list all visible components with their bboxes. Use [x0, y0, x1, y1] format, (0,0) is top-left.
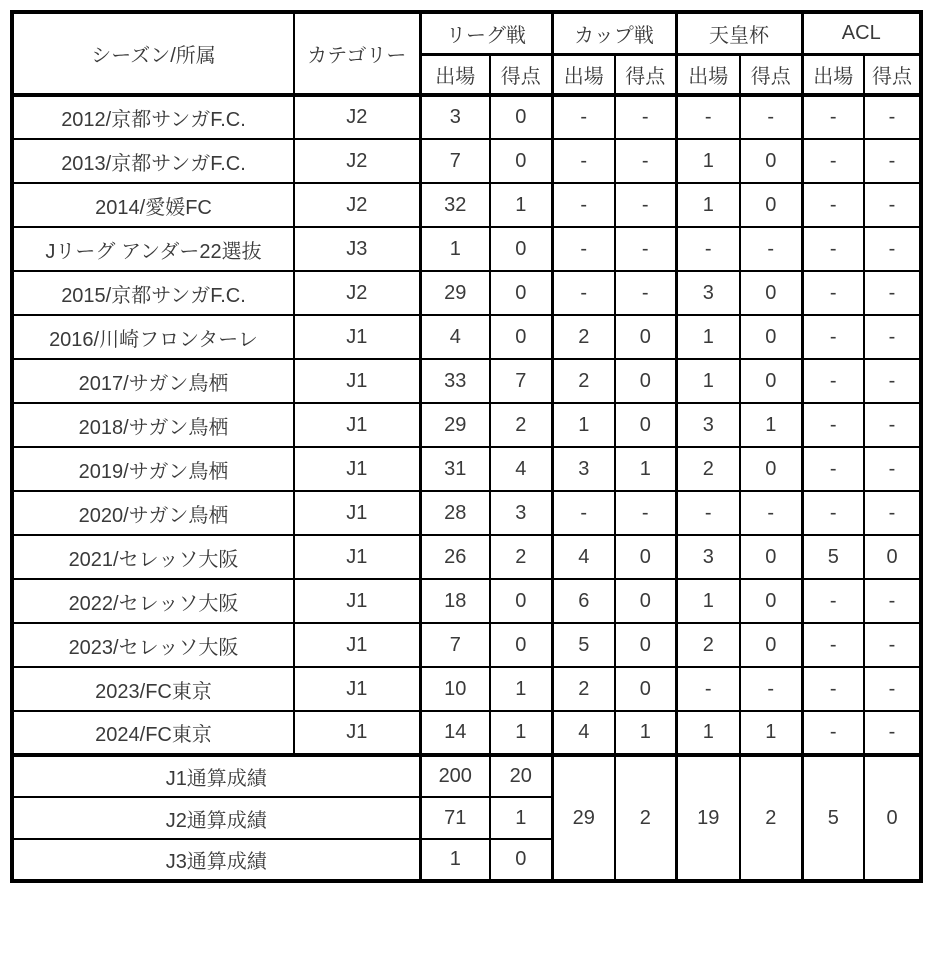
stat-cell: 1 [420, 227, 490, 271]
stat-cell: 0 [490, 95, 552, 139]
table-header [12, 12, 921, 95]
stat-cell: - [552, 95, 615, 139]
stat-cell: - [802, 579, 864, 623]
stat-cell: 4 [552, 711, 615, 755]
stat-cell: - [864, 667, 921, 711]
season-club-cell: 2016/川崎フロンターレ [12, 315, 294, 359]
stat-cell: 1 [615, 447, 676, 491]
season-row [12, 271, 921, 315]
stat-cell: 7 [420, 139, 490, 183]
stat-cell: 0 [740, 623, 802, 667]
stat-cell: 3 [676, 535, 740, 579]
stat-cell: - [802, 667, 864, 711]
stat-cell: 6 [552, 579, 615, 623]
stat-cell: - [740, 667, 802, 711]
table-body [12, 95, 921, 755]
stat-cell: - [864, 491, 921, 535]
season-row [12, 139, 921, 183]
category-cell: J1 [294, 579, 420, 623]
category-cell: J1 [294, 667, 420, 711]
total-league-apps: 200 [420, 755, 490, 797]
stat-cell: 0 [490, 315, 552, 359]
stat-cell: 33 [420, 359, 490, 403]
season-row [12, 623, 921, 667]
cup-apps-header: 出場 [552, 54, 615, 95]
stat-cell: 0 [490, 579, 552, 623]
stat-cell: 1 [676, 711, 740, 755]
stat-cell: 0 [864, 535, 921, 579]
total-acl-apps: 5 [802, 755, 864, 881]
total-emperors-cup-apps: 19 [676, 755, 740, 881]
stat-cell: 2 [490, 535, 552, 579]
stat-cell: 1 [676, 183, 740, 227]
stat-cell: - [740, 227, 802, 271]
stat-cell: 1 [490, 711, 552, 755]
stat-cell: - [740, 491, 802, 535]
stat-cell: - [552, 227, 615, 271]
category-cell: J1 [294, 315, 420, 359]
stat-cell: - [552, 139, 615, 183]
season-row [12, 447, 921, 491]
season-club-cell: 2012/京都サンガF.C. [12, 95, 294, 139]
total-cup-goals: 2 [615, 755, 676, 881]
stat-cell: 3 [676, 271, 740, 315]
stat-cell: - [615, 227, 676, 271]
stat-cell: 29 [420, 271, 490, 315]
stat-cell: - [615, 491, 676, 535]
total-cup-apps: 29 [552, 755, 615, 881]
stat-cell: - [864, 447, 921, 491]
category-header: カテゴリー [294, 12, 420, 95]
stat-cell: 2 [676, 447, 740, 491]
stat-cell: 0 [615, 667, 676, 711]
stat-cell: - [864, 139, 921, 183]
emperors-cup-goals-header: 得点 [740, 54, 802, 95]
category-cell: J2 [294, 95, 420, 139]
stat-cell: 1 [490, 183, 552, 227]
stat-cell: - [864, 271, 921, 315]
stat-cell: - [802, 315, 864, 359]
total-label: J3通算成績 [12, 839, 420, 881]
stat-cell: - [802, 403, 864, 447]
stat-cell: 1 [676, 315, 740, 359]
emperors-cup-group-header: 天皇杯 [676, 12, 802, 54]
category-cell: J1 [294, 491, 420, 535]
stat-cell: 0 [490, 139, 552, 183]
stat-cell: - [864, 579, 921, 623]
season-row [12, 315, 921, 359]
season-club-cell: Jリーグ アンダー22選抜 [12, 227, 294, 271]
stat-cell: 0 [740, 183, 802, 227]
total-label: J2通算成績 [12, 797, 420, 839]
cup-group-header: カップ戦 [552, 12, 676, 54]
season-row [12, 403, 921, 447]
total-league-goals: 20 [490, 755, 552, 797]
header-group-row [12, 12, 921, 54]
player-stats-table [10, 10, 923, 883]
stat-cell: 1 [490, 667, 552, 711]
stat-cell: 2 [490, 403, 552, 447]
season-row [12, 359, 921, 403]
stat-cell: - [802, 183, 864, 227]
stat-cell: - [802, 711, 864, 755]
stat-cell: - [802, 227, 864, 271]
acl-group-header: ACL [802, 12, 921, 54]
stat-cell: 0 [615, 579, 676, 623]
stat-cell: 3 [490, 491, 552, 535]
total-label: J1通算成績 [12, 755, 420, 797]
total-row-j1 [12, 755, 921, 797]
total-acl-goals: 0 [864, 755, 921, 881]
stat-cell: 4 [490, 447, 552, 491]
season-row [12, 227, 921, 271]
stat-cell: - [802, 623, 864, 667]
stat-cell: - [802, 359, 864, 403]
league-group-header: リーグ戦 [420, 12, 552, 54]
stat-cell: - [552, 491, 615, 535]
stat-cell: 0 [740, 579, 802, 623]
stat-cell: 0 [615, 623, 676, 667]
cup-goals-header: 得点 [615, 54, 676, 95]
stat-cell: 3 [552, 447, 615, 491]
stat-cell: 28 [420, 491, 490, 535]
stat-cell: 7 [490, 359, 552, 403]
acl-goals-header: 得点 [864, 54, 921, 95]
stat-cell: - [615, 183, 676, 227]
stat-cell: 7 [420, 623, 490, 667]
season-club-cell: 2015/京都サンガF.C. [12, 271, 294, 315]
total-league-apps: 1 [420, 839, 490, 881]
stat-cell: 2 [552, 667, 615, 711]
stat-cell: - [802, 271, 864, 315]
stat-cell: - [864, 95, 921, 139]
season-club-cell: 2013/京都サンガF.C. [12, 139, 294, 183]
season-club-cell: 2014/愛媛FC [12, 183, 294, 227]
stat-cell: 0 [740, 271, 802, 315]
stat-cell: - [864, 623, 921, 667]
stat-cell: - [802, 139, 864, 183]
total-emperors-cup-goals: 2 [740, 755, 802, 881]
season-club-cell: 2020/サガン鳥栖 [12, 491, 294, 535]
stat-cell: - [864, 359, 921, 403]
stat-cell: - [864, 315, 921, 359]
stat-cell: 10 [420, 667, 490, 711]
category-cell: J1 [294, 447, 420, 491]
season-club-cell: 2017/サガン鳥栖 [12, 359, 294, 403]
stat-cell: 1 [740, 711, 802, 755]
stat-cell: 0 [490, 227, 552, 271]
league-apps-header: 出場 [420, 54, 490, 95]
stat-cell: 0 [740, 359, 802, 403]
stat-cell: 1 [740, 403, 802, 447]
category-cell: J3 [294, 227, 420, 271]
season-club-cell: 2019/サガン鳥栖 [12, 447, 294, 491]
total-league-goals: 1 [490, 797, 552, 839]
stat-cell: 0 [740, 315, 802, 359]
season-club-cell: 2021/セレッソ大阪 [12, 535, 294, 579]
stat-cell: - [864, 403, 921, 447]
stat-cell: - [552, 271, 615, 315]
season-row [12, 579, 921, 623]
season-club-header: シーズン/所属 [12, 12, 294, 95]
stat-cell: 4 [552, 535, 615, 579]
category-cell: J2 [294, 139, 420, 183]
stat-cell: 3 [420, 95, 490, 139]
stat-cell: 0 [740, 447, 802, 491]
stat-cell: - [676, 667, 740, 711]
stat-cell: 1 [552, 403, 615, 447]
stat-cell: 1 [615, 711, 676, 755]
season-row [12, 667, 921, 711]
season-row [12, 95, 921, 139]
stat-cell: - [802, 447, 864, 491]
stat-cell: 2 [552, 359, 615, 403]
total-league-apps: 71 [420, 797, 490, 839]
stat-cell: 1 [676, 359, 740, 403]
stat-cell: 0 [490, 623, 552, 667]
stat-cell: 0 [740, 139, 802, 183]
stat-cell: 0 [615, 535, 676, 579]
season-club-cell: 2022/セレッソ大阪 [12, 579, 294, 623]
category-cell: J2 [294, 271, 420, 315]
table-footer [12, 755, 921, 881]
stat-cell: - [864, 711, 921, 755]
stat-cell: 0 [615, 315, 676, 359]
season-row [12, 491, 921, 535]
league-goals-header: 得点 [490, 54, 552, 95]
stat-cell: 0 [615, 359, 676, 403]
stat-cell: 0 [740, 535, 802, 579]
stat-cell: 3 [676, 403, 740, 447]
stat-cell: 5 [552, 623, 615, 667]
stat-cell: - [552, 183, 615, 227]
stat-cell: 1 [676, 139, 740, 183]
category-cell: J2 [294, 183, 420, 227]
stat-cell: 2 [552, 315, 615, 359]
stat-cell: 5 [802, 535, 864, 579]
stat-cell: 32 [420, 183, 490, 227]
stat-cell: - [864, 183, 921, 227]
stat-cell: 0 [615, 403, 676, 447]
season-row [12, 535, 921, 579]
total-league-goals: 0 [490, 839, 552, 881]
stat-cell: 26 [420, 535, 490, 579]
season-row [12, 711, 921, 755]
season-club-cell: 2024/FC東京 [12, 711, 294, 755]
category-cell: J1 [294, 623, 420, 667]
category-cell: J1 [294, 359, 420, 403]
stat-cell: 31 [420, 447, 490, 491]
stat-cell: - [676, 491, 740, 535]
stat-cell: - [615, 271, 676, 315]
emperors-cup-apps-header: 出場 [676, 54, 740, 95]
season-row [12, 183, 921, 227]
stat-cell: - [676, 227, 740, 271]
stat-cell: - [740, 95, 802, 139]
category-cell: J1 [294, 535, 420, 579]
stat-cell: 18 [420, 579, 490, 623]
stat-cell: 29 [420, 403, 490, 447]
stat-cell: - [802, 95, 864, 139]
category-cell: J1 [294, 711, 420, 755]
season-club-cell: 2023/セレッソ大阪 [12, 623, 294, 667]
stat-cell: - [864, 227, 921, 271]
stat-cell: 0 [490, 271, 552, 315]
category-cell: J1 [294, 403, 420, 447]
stat-cell: - [615, 95, 676, 139]
season-club-cell: 2018/サガン鳥栖 [12, 403, 294, 447]
acl-apps-header: 出場 [802, 54, 864, 95]
stat-cell: 1 [676, 579, 740, 623]
stat-cell: 14 [420, 711, 490, 755]
stat-cell: - [676, 95, 740, 139]
stat-cell: - [802, 491, 864, 535]
stat-cell: 4 [420, 315, 490, 359]
stat-cell: - [615, 139, 676, 183]
stat-cell: 2 [676, 623, 740, 667]
season-club-cell: 2023/FC東京 [12, 667, 294, 711]
